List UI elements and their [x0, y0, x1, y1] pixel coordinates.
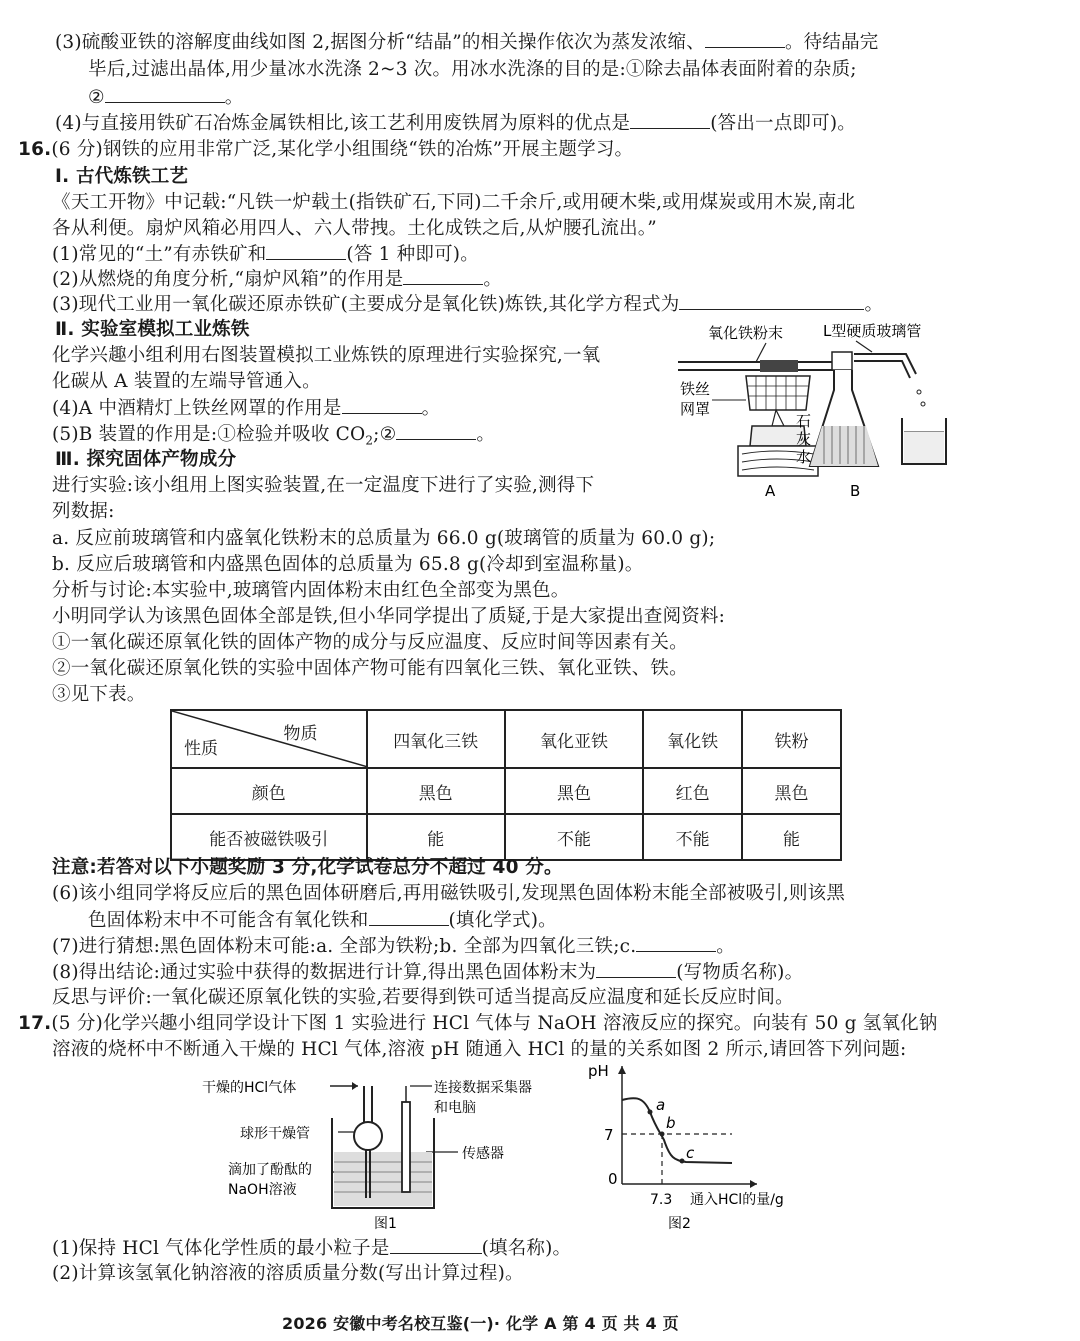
q16-p5: (5)B 装置的作用是:①检验并吸收 $CO_2;②$ 。	[52, 424, 496, 448]
q15-p3-line3: ② 。	[88, 87, 244, 108]
q16-s3-line2: 列数据:	[52, 501, 115, 522]
collector-label: 和电脑	[434, 1100, 476, 1116]
q16-p3: (3)现代工业用一氧化碳还原赤铁矿(主要成分是氧化铁)炼铁,其化学方程式为 。	[52, 294, 884, 315]
table-cell: 红色	[643, 768, 742, 814]
table-cell: 不能	[643, 814, 742, 860]
q16-p6-line1: (6)该小组同学将反应后的黑色固体研磨后,再用磁铁吸引,发现黑色固体粉末能全部被吸引,则该黑	[52, 883, 846, 904]
q16-p2: (2)从燃烧的角度分析,“扇炉风箱”的作用是 。	[52, 269, 503, 290]
point-b	[660, 1132, 665, 1137]
table-row-label: 能否被磁铁吸引	[171, 814, 367, 860]
q17-intro-line1: 17.(5 分)化学兴趣小组同学设计下图 1 实验进行 HCl 气体与 NaOH 溶液反应的探究。向装有 50 g 氢氧化钠	[18, 1013, 938, 1034]
tube-label: L型硬质玻璃管	[823, 322, 922, 340]
q15-p3-line1: (3)硫酸亚铁的溶解度曲线如图 2,据图分析“结晶”的相关操作依次为蒸发浓缩、 。待结晶完	[55, 32, 879, 53]
table-header: 氧化铁	[643, 710, 742, 768]
answer-blank[interactable]	[390, 1237, 482, 1254]
table-header-row	[171, 710, 841, 768]
q16-section1-title: Ⅰ. 古代炼铁工艺	[55, 166, 189, 187]
page-footer: 2026 安徽中考名校互鉴(一)· 化学 A 第 4 页 共 4 页	[282, 1314, 679, 1333]
table-cell: 不能	[505, 814, 643, 860]
table-corner-cell	[171, 710, 367, 768]
table-header: 氧化亚铁	[505, 710, 643, 768]
gauze-label: 网罩	[680, 400, 711, 418]
q16-info1: ①一氧化碳还原氧化铁的固体产物的成分与反应温度、反应时间等因素有关。	[52, 632, 688, 653]
q16-bonus-note: 注意:若答对以下小题奖励 3 分,化学试卷总分不超过 40 分。	[52, 857, 563, 878]
x-7.3-tick: 7.3	[650, 1192, 673, 1208]
ph-7-tick: 7	[604, 1126, 614, 1144]
q16-p7: (7)进行猜想:黑色固体粉末可能:a. 全部为铁粉;b. 全部为四氧化三铁;c. 。	[52, 936, 735, 957]
drying-tube-label: 球形干燥管	[240, 1126, 310, 1142]
x-axis-label: 通入HCl的量/g	[690, 1192, 784, 1208]
figure2-ph-curve	[582, 1056, 822, 1236]
answer-blank[interactable]	[679, 293, 864, 310]
answer-blank[interactable]	[636, 935, 716, 952]
point-b-label: b	[666, 1114, 676, 1132]
q16-heading: 16.(6 分)钢铁的应用非常广泛,某化学小组围绕“铁的冶炼”开展主题学习。	[18, 139, 634, 160]
collector-label: 连接数据采集器	[434, 1080, 532, 1096]
q16-quote-line2: 各从利便。扇炉风箱必用四人、六人带拽。土化成铁之后,从炉腰孔流出。”	[52, 218, 657, 239]
table-cell: 黑色	[505, 768, 643, 814]
table-row	[171, 768, 841, 814]
solution-label: 滴加了酚酞的	[228, 1162, 312, 1178]
figure2-caption: 图2	[668, 1216, 691, 1232]
point-a-label: a	[656, 1096, 666, 1114]
ph-curve	[622, 1098, 732, 1163]
answer-blank[interactable]	[596, 961, 676, 978]
ph-axis-label: pH	[588, 1062, 609, 1080]
point-c-label: c	[686, 1144, 695, 1162]
table-cell: 能	[367, 814, 505, 860]
q15-p4: (4)与直接用铁矿石冶炼金属铁相比,该工艺利用废铁屑为原料的优点是 (答出一点即可)。	[55, 113, 856, 134]
iron-oxide-powder	[760, 360, 798, 372]
point-c	[680, 1159, 685, 1164]
q16-s2-line2: 化碳从 A 装置的左端导管通入。	[52, 371, 321, 392]
limewater-label: 水	[796, 448, 812, 466]
q16-s2-line1: 化学兴趣小组利用右图装置模拟工业炼铁的原理进行实验探究,一氧	[52, 345, 601, 366]
point-a	[648, 1110, 653, 1115]
hcl-gas-label: 干燥的HCl气体	[202, 1080, 297, 1096]
q16-reflection: 反思与评价:一氧化碳还原氧化铁的实验,若要得到铁可适当提高反应温度和延长反应时间。	[52, 987, 794, 1008]
q16-info2: ②一氧化碳还原氧化铁的实验中固体产物可能有四氧化三铁、氧化亚铁、铁。	[52, 658, 688, 679]
sensor-label: 传感器	[462, 1146, 504, 1162]
iron-smelting-apparatus	[676, 314, 976, 506]
answer-blank[interactable]	[342, 397, 422, 414]
answer-blank[interactable]	[705, 31, 785, 48]
apparatus-b-label: B	[850, 482, 861, 500]
figure1-caption: 图1	[374, 1216, 397, 1232]
q16-doubt: 小明同学认为该黑色固体全部是铁,但小华同学提出了质疑,于是大家提出查阅资料:	[52, 606, 726, 627]
q17-intro-line2: 溶液的烧杯中不断通入干燥的 HCl 气体,溶液 pH 随通入 HCl 的量的关系如图 2 所示,请回答下列问题:	[52, 1039, 907, 1060]
answer-blank[interactable]	[396, 423, 476, 440]
q16-analysis: 分析与讨论:本实验中,玻璃管内固体粉末由红色全部变为黑色。	[52, 580, 570, 601]
figure1-apparatus	[190, 1072, 580, 1232]
q16-p1: (1)常见的“土”有赤铁矿和 (答 1 种即可)。	[52, 244, 479, 265]
table-cell: 黑色	[742, 768, 841, 814]
limewater-label: 灰	[796, 430, 812, 448]
corner-top-label: 物质	[283, 724, 318, 744]
limewater-label: 石	[796, 412, 812, 430]
table-row-label: 颜色	[171, 768, 367, 814]
answer-blank[interactable]	[369, 909, 449, 926]
table-header: 铁粉	[742, 710, 841, 768]
substance-properties-table	[170, 709, 842, 861]
table-cell: 能	[742, 814, 841, 860]
q16-p4: (4)A 中酒精灯上铁丝网罩的作用是 。	[52, 398, 441, 419]
q15-p3-line2: 毕后,过滤出晶体,用少量冰水洗涤 2~3 次。用冰水洗涤的目的是:①除去晶体表面附着的杂质;	[88, 59, 857, 80]
q17-p1: (1)保持 HCl 气体化学性质的最小粒子是 (填名称)。	[52, 1238, 572, 1259]
corner-bottom-label: 性质	[184, 739, 218, 759]
answer-blank[interactable]	[105, 86, 225, 103]
origin-label: 0	[608, 1170, 618, 1188]
answer-blank[interactable]	[630, 112, 710, 129]
q16-p6-line2: 色固体粉末中不可能含有氧化铁和 (填化学式)。	[88, 910, 557, 931]
table-row	[171, 814, 841, 860]
table-cell: 黑色	[367, 768, 505, 814]
table-header: 四氧化三铁	[367, 710, 505, 768]
solution-label: NaOH溶液	[228, 1182, 297, 1198]
q16-data-a: a. 反应前玻璃管和内盛氧化铁粉末的总质量为 66.0 g(玻璃管的质量为 60.0 g);	[52, 528, 716, 549]
q16-section2-title: Ⅱ. 实验室模拟工业炼铁	[55, 319, 250, 340]
answer-blank[interactable]	[403, 268, 483, 285]
q16-section3-title: Ⅲ. 探究固体产物成分	[55, 449, 237, 470]
powder-label: 氧化铁粉末	[708, 324, 784, 342]
q16-s3-line1: 进行实验:该小组用上图实验装置,在一定温度下进行了实验,测得下	[52, 475, 595, 496]
gauze-label: 铁丝	[680, 380, 711, 398]
q16-info3: ③见下表。	[52, 684, 146, 705]
q16-data-b: b. 反应后玻璃管和内盛黑色固体的总质量为 65.8 g(冷却到室温称量)。	[52, 554, 644, 575]
q17-p2: (2)计算该氢氧化钠溶液的溶质质量分数(写出计算过程)。	[52, 1263, 524, 1284]
q16-p8: (8)得出结论:通过实验中获得的数据进行计算,得出黑色固体粉末为 (写物质名称)。	[52, 962, 804, 983]
answer-blank[interactable]	[266, 243, 346, 260]
apparatus-a-label: A	[765, 482, 776, 500]
q16-quote-line1: 《天工开物》中记载:“凡铁一炉载土(指铁矿石,下同)二千余斤,或用硬木柴,或用煤炭或用木炭,南北	[52, 192, 856, 213]
